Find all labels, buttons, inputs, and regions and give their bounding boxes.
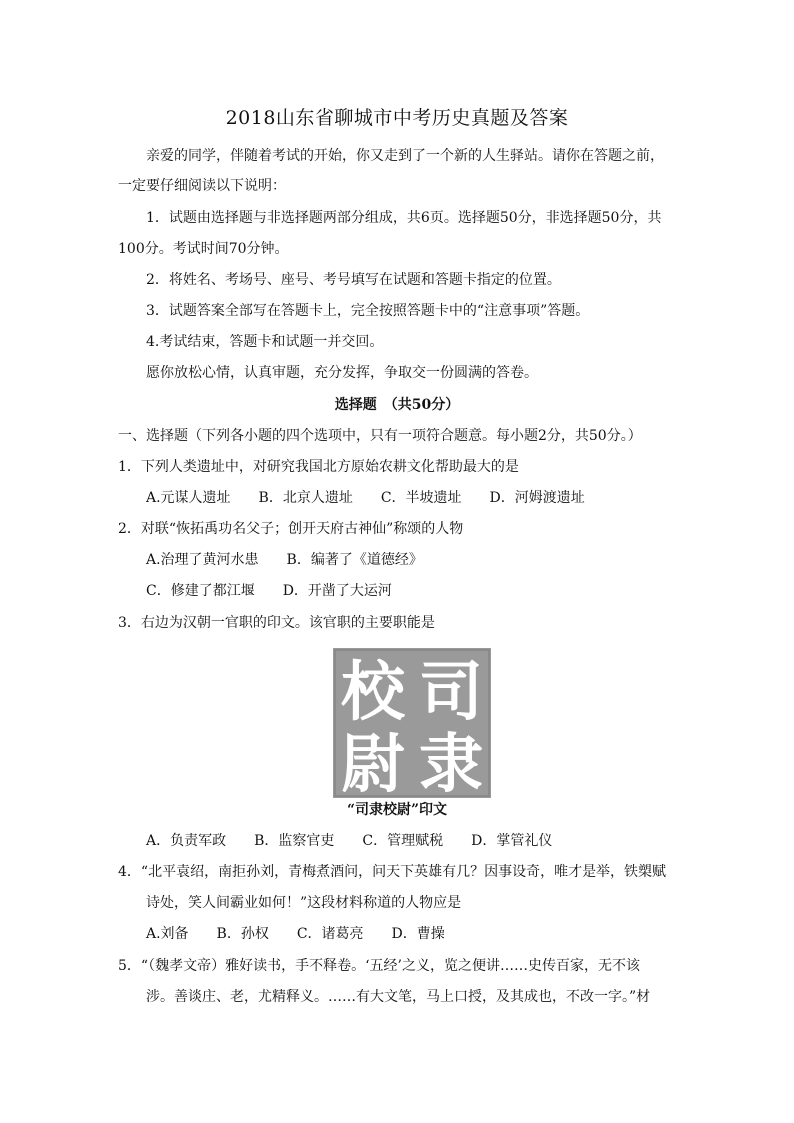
- question-5-stem-line1: 5．“（魏孝文帝）雅好读书，手不释卷。‘五经’之义，览之便讲……史传百家，无不该: [118, 958, 640, 974]
- seal-char-xiao: 校: [341, 655, 405, 730]
- question-3-options: A．负责军政 B．监察官吏 C．管理赋税 D．掌管礼仪: [146, 833, 553, 849]
- question-5-stem-line2: 涉。善谈庄、老，尤精释义。……有大文笔，马上口授，及其成也，不改一字。”材: [146, 989, 651, 1005]
- instruction-item-1: 1．试题由选择题与非选择题两部分组成，共6页。选择题50分，非选择题50分，共: [146, 210, 662, 226]
- question-3-stem: 3．右边为汉朝一官职的印文。该官职的主要职能是: [118, 615, 435, 631]
- question-4-stem-line2: 诗处，笑人间霸业如何！”这段材料称道的人物应是: [146, 895, 462, 911]
- seal-image: [333, 648, 491, 798]
- intro-instruction-lead: 一定要仔细阅读以下说明：: [118, 178, 286, 194]
- instruction-item-3: 3．试题答案全部写在答题卡上，完全按照答题卡中的“注意事项”答题。: [146, 303, 590, 319]
- seal-caption: “司隶校尉”印文: [346, 802, 448, 818]
- question-2-options-row2: C．修建了都江堰 D．开凿了大运河: [146, 583, 392, 599]
- seal-char-si: 司: [419, 655, 483, 730]
- instruction-item-2: 2．将姓名、考场号、座号、考号填写在试题和答题卡指定的位置。: [146, 272, 561, 288]
- question-1-options: A.元谋人遗址 B．北京人遗址 C．半坡遗址 D．河姆渡遗址: [146, 490, 585, 506]
- instruction-item-4: 4.考试结束，答题卡和试题一并交回。: [146, 334, 384, 350]
- section-instruction: 一、选择题（下列各小题的四个选项中，只有一项符合题意。每小题2分，共50分。）: [118, 428, 642, 444]
- question-1-stem: 1．下列人类遗址中，对研究我国北方原始农耕文化帮助最大的是: [118, 459, 519, 475]
- section-heading: 选择题 （共50分）: [334, 397, 460, 413]
- intro-greeting: 亲爱的同学，伴随着考试的开始，你又走到了一个新的人生驿站。请你在答题之前，: [146, 148, 664, 164]
- question-4-stem-line1: 4．“北平袁绍，南拒孙刘，青梅煮酒问，问天下英雄有几？因事设奇，唯才是举，铁槊赋: [118, 864, 667, 880]
- question-2-options-row1: A.治理了黄河水患 B．编著了《道德经》: [146, 552, 423, 568]
- document-title: 2018山东省聊城市中考历史真题及答案: [225, 107, 569, 129]
- seal-char-li: 隶: [419, 727, 483, 798]
- seal-char-wei: 尉: [341, 727, 405, 798]
- question-4-options: A.刘备 B．孙权 C．诸葛亮 D．曹操: [146, 926, 445, 942]
- intro-wish: 愿你放松心情，认真审题，充分发挥，争取交一份圆满的答卷。: [146, 365, 538, 381]
- question-2-stem: 2．对联“恢拓禹功名父子；创开天府古神仙”称颂的人物: [118, 521, 464, 537]
- instruction-item-1-cont: 100分。考试时间70分钟。: [118, 241, 289, 257]
